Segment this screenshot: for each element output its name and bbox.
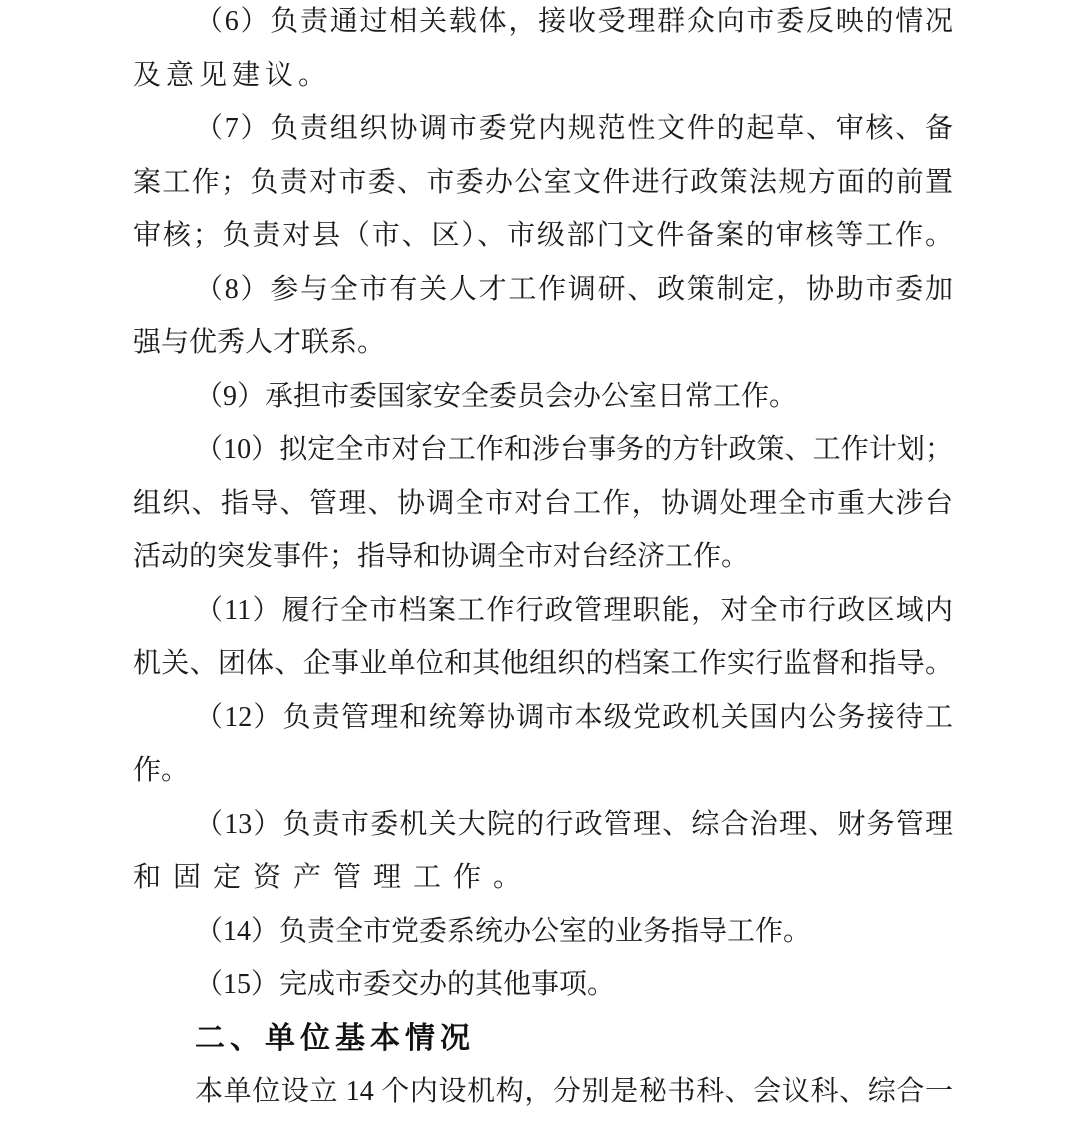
text-line: （9）承担市委国家安全委员会办公室日常工作。 <box>195 380 798 412</box>
duty-item-12 <box>133 691 953 798</box>
text-line: 机关、团体、企事业单位和其他组织的档案工作实行监督和指导。 <box>133 648 953 679</box>
text-line: 作。 <box>133 755 190 786</box>
text-line: （7）负责组织协调市委党内规范性文件的起草、审核、备 <box>195 113 953 144</box>
text-line: （14）负责全市党委系统办公室的业务指导工作。 <box>195 915 812 947</box>
text-line: 活动的突发事件；指导和协调全市对台经济工作。 <box>133 541 750 572</box>
text-line: （13）负责市委机关大院的行政管理、综合治理、财务管理 <box>195 808 953 840</box>
text-line: 强与优秀人才联系。 <box>133 327 386 358</box>
duty-item-6 <box>133 0 953 102</box>
text-line: （11）履行全市档案工作行政管理职能，对全市行政区域内 <box>195 594 953 626</box>
text-line: （8）参与全市有关人才工作调研、政策制定，协助市委加 <box>195 273 953 305</box>
duty-item-15 <box>133 958 953 1012</box>
duty-item-10 <box>133 423 953 584</box>
unit-basic-info-intro <box>133 1065 953 1119</box>
text-line: 及意见建议。 <box>133 59 332 91</box>
duty-item-7 <box>133 102 953 263</box>
duty-item-14 <box>133 905 953 959</box>
text-line: 和固定资产管理工作。 <box>133 862 534 893</box>
text-line: 审核；负责对县（市、区）、市级部门文件备案的审核等工作。 <box>133 220 953 251</box>
text-line: （12）负责管理和统筹协调市本级党政机关国内公务接待工 <box>195 701 953 733</box>
duty-item-9 <box>133 370 953 424</box>
document-body <box>133 0 953 1119</box>
text-line: （10）拟定全市对台工作和涉台事务的方针政策、工作计划； <box>195 434 953 465</box>
duty-item-13 <box>133 798 953 905</box>
text-line: 本单位设立 14 个内设机构，分别是秘书科、会议科、综合一 <box>195 1076 953 1107</box>
duty-item-8 <box>133 263 953 370</box>
text-line: 组织、指导、管理、协调全市对台工作，协调处理全市重大涉台 <box>133 487 953 519</box>
section-heading-2 <box>133 1012 953 1066</box>
duty-item-11 <box>133 584 953 691</box>
text-line: 案工作；负责对市委、市委办公室文件进行政策法规方面的前置 <box>133 166 953 198</box>
text-line: （15）完成市委交办的其他事项。 <box>195 969 616 1000</box>
text-line: （6）负责通过相关载体，接收受理群众向市委反映的情况 <box>195 6 953 37</box>
section-heading-text: 二、单位基本情况 <box>195 1021 475 1055</box>
